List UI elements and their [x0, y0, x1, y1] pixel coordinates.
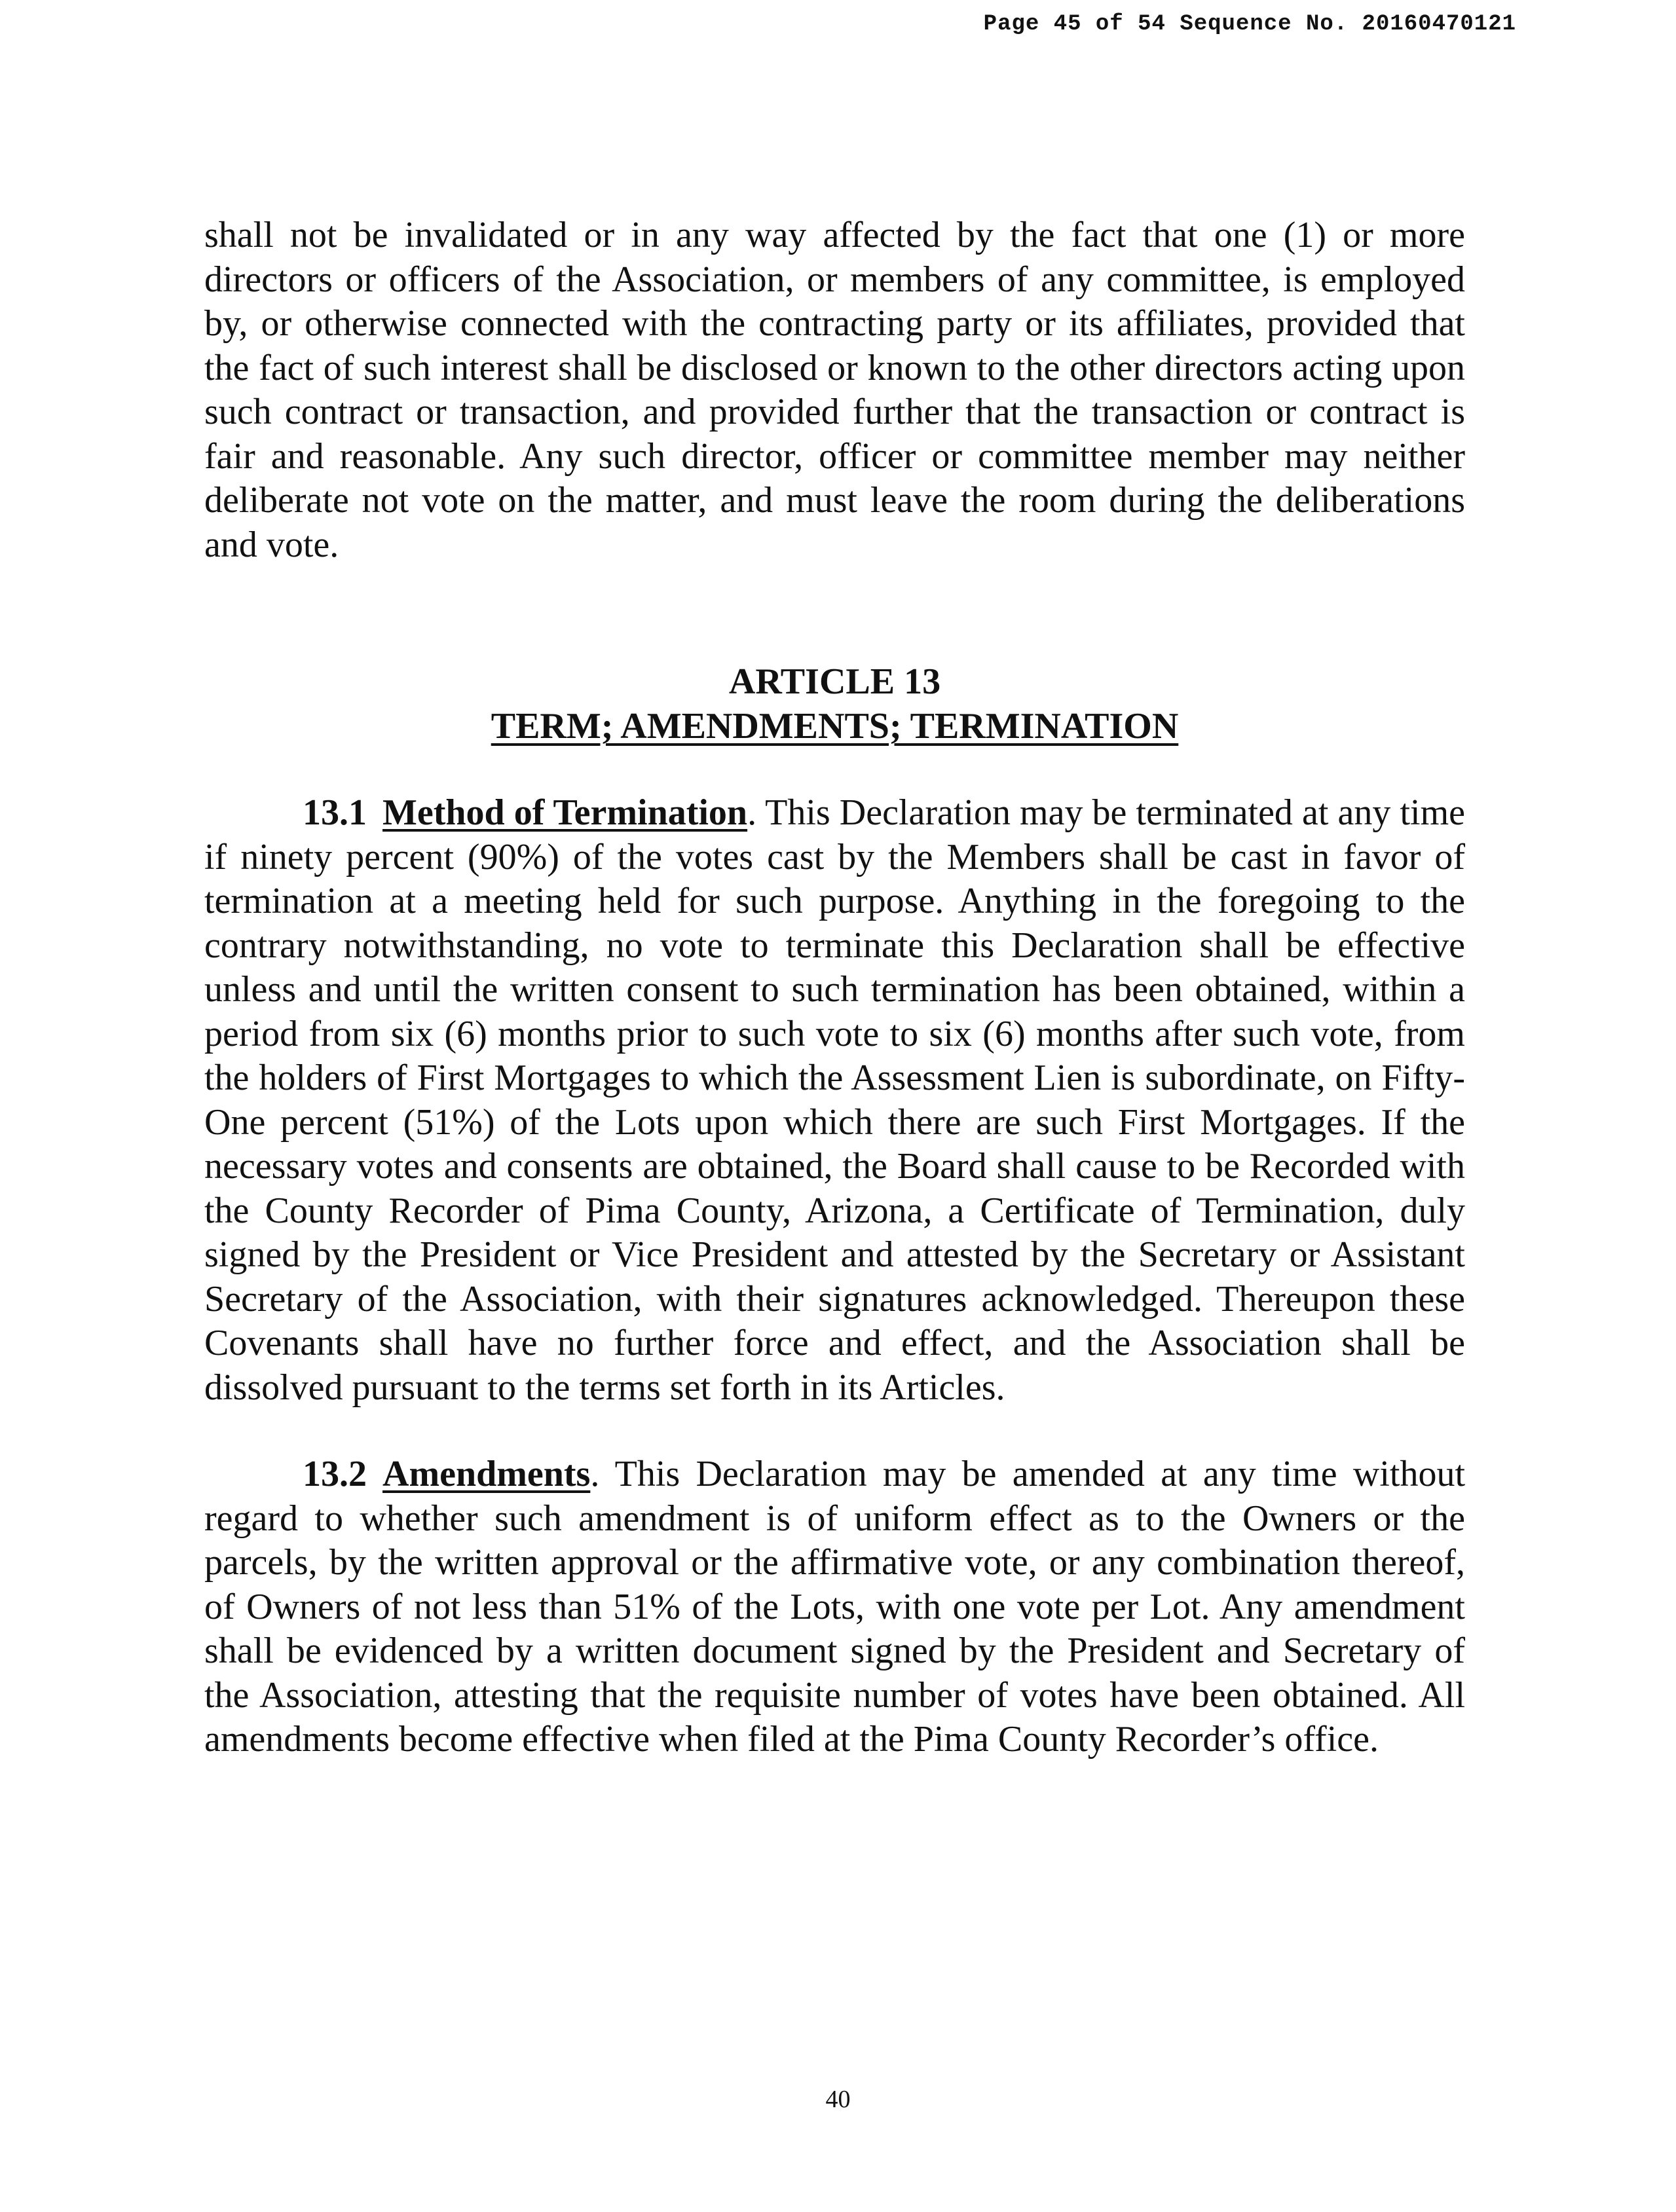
article-heading [204, 659, 1465, 748]
continuation-paragraph: shall not be invalidated or in any way affected by the fact that one (1) or more directors or officers of the Association, or members of any committee, is employed by, or otherwise connected with the contracting party or its affiliates, provided that the fact of such interest shall be disclosed or known to the other directors acting upon such contract or transaction, and provided further that the transaction or contract is fair and reasonable. Any such director, officer or committee member may neither deliberate not vote on the matter, and must leave the room during the deliberations and vote. [204, 215, 1465, 565]
recording-stamp: Page 45 of 54 Sequence No. 20160470121 [983, 12, 1516, 37]
section-number: 13.1 [303, 792, 367, 833]
page-number: 40 [825, 2086, 851, 2113]
section-body: . This Declaration may be terminated at any time if ninety percent (90%) of the votes cast by the Members shall be cast in favor of termination at a meeting held for such purpose. Anything in the foregoing to the contrary notwithstanding, no vote to terminate this Declaration shall be effective unless and until the written consent to such termination has been obtained, within a period from six (6) months prior to such vote to six (6) months after such vote, from the holders of First Mortgages to which the Assessment Lien is subordinate, on Fifty-One percent (51%) of the Lots upon which there are such First Mortgages. If the necessary votes and consents are obtained, the Board shall cause to be Recorded with the County Recorder of Pima County, Arizona, a Certificate of Termination, duly signed by the President or Vice President and attested by the Secretary or Assistant Secretary of the Association, with their signatures acknowledged. Thereupon these Covenants shall have no further force and effect, and the Association shall be dissolved pursuant to the terms set forth in its Articles. [204, 792, 1465, 1408]
section-body: . This Declaration may be amended at any time without regard to whether such amendment is of uniform effect as to the Owners or the parcels, by the written approval or the affirmative vote, or any combination thereof, of Owners of not less than 51% of the Lots, with one vote per Lot. Any amendment shall be evidenced by a written document signed by the President and Secretary of the Association, attesting that the requisite number of votes have been obtained. All amendments become effective when filed at the Pima County Recorder’s office. [204, 1454, 1465, 1760]
section-title: Amendments [382, 1454, 591, 1494]
article-title [204, 704, 1465, 748]
section-13-1 [204, 791, 1465, 1410]
section-13-2 [204, 1452, 1465, 1762]
article-title-text: TERM; AMENDMENTS; TERMINATION [491, 706, 1179, 747]
section-number: 13.2 [303, 1454, 367, 1494]
section-title: Method of Termination [382, 792, 748, 833]
article-number: ARTICLE 13 [728, 661, 941, 702]
